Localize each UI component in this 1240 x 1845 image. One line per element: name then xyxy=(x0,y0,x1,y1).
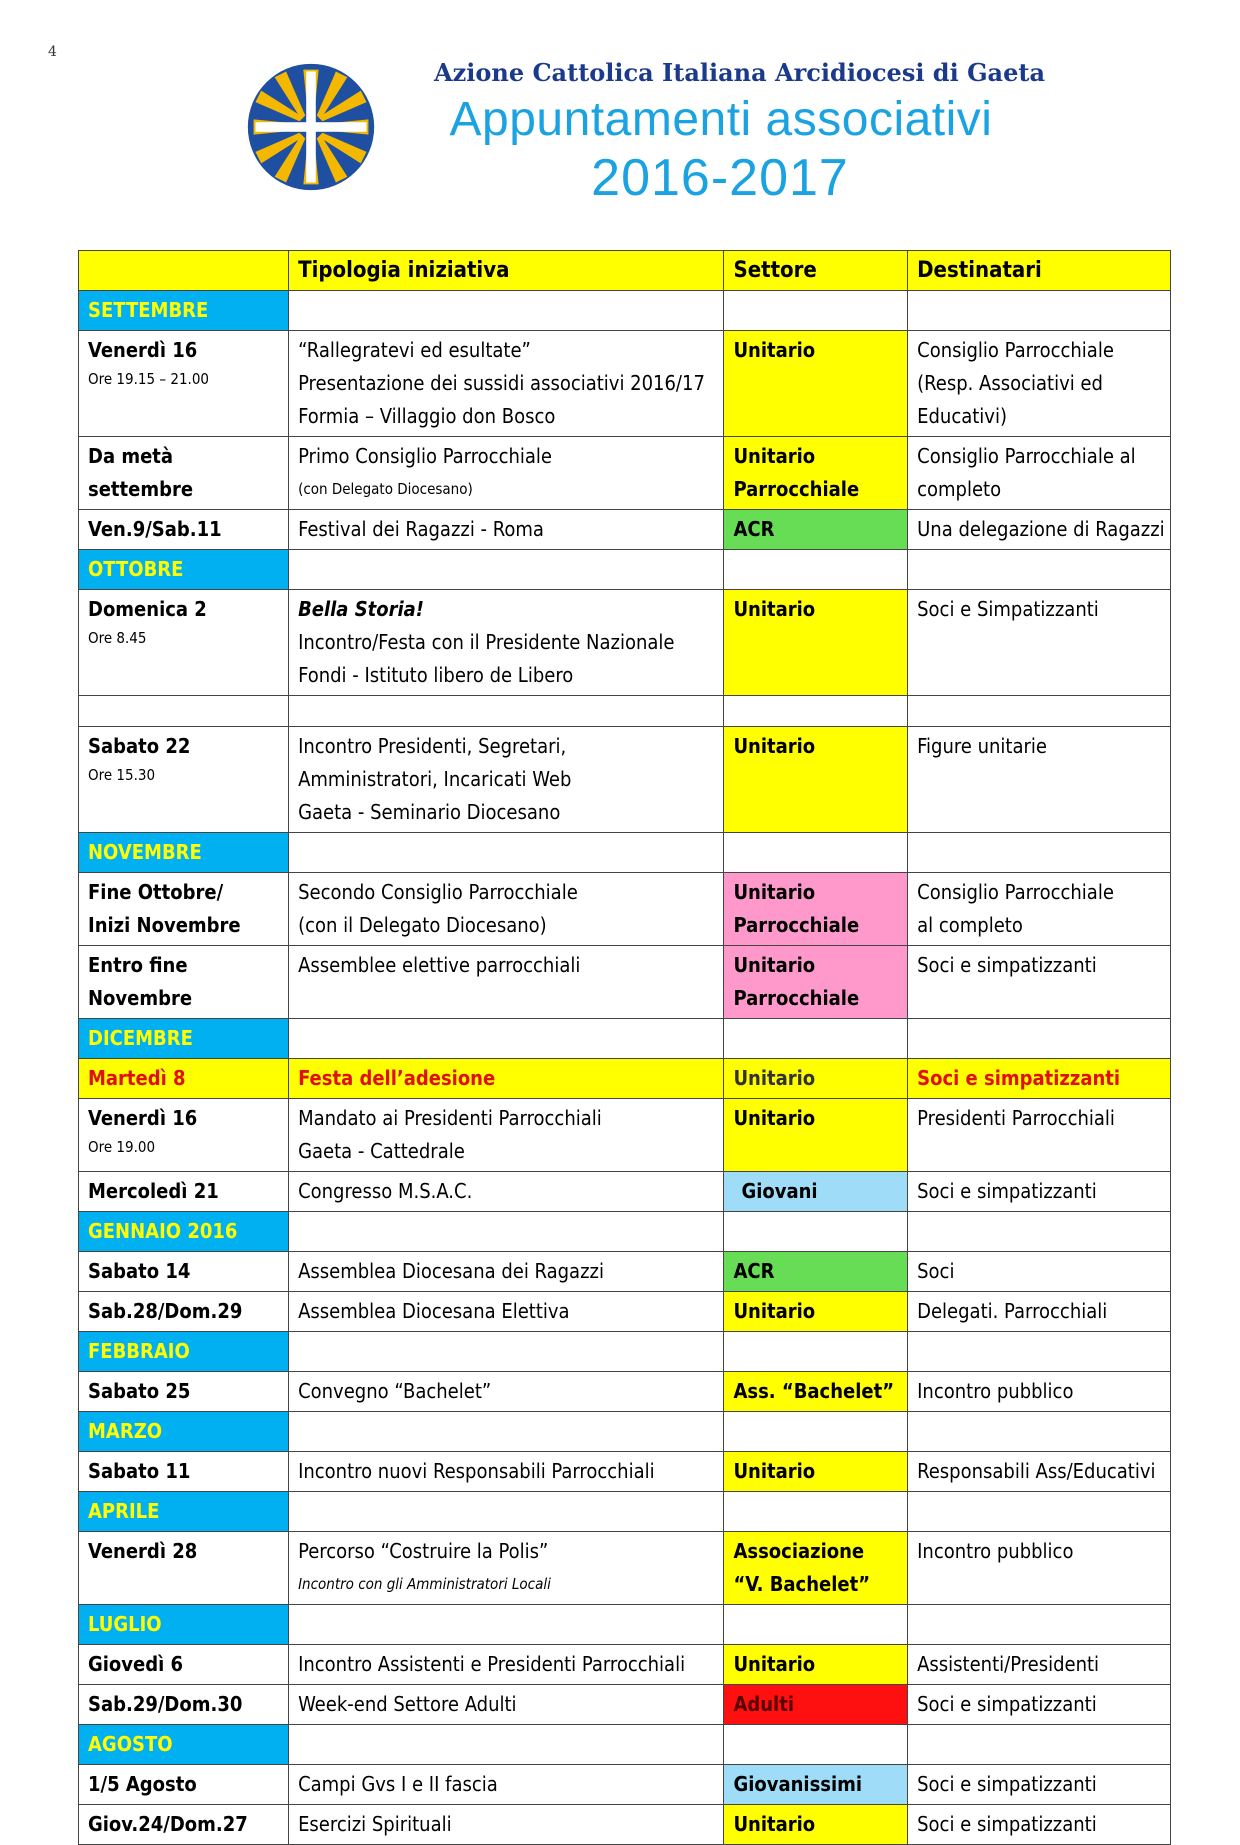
event-title: Primo Consiglio Parrocchiale xyxy=(298,444,552,468)
event-title: Congresso M.S.A.C. xyxy=(289,1172,724,1212)
event-sector: Associazione xyxy=(733,1539,865,1563)
page-number: 4 xyxy=(48,44,57,60)
event-title: Esercizi Spirituali xyxy=(289,1805,724,1845)
event-date: settembre xyxy=(88,477,194,501)
event-date: Giov.24/Dom.27 xyxy=(79,1805,289,1845)
event-title: Convegno “Bachelet” xyxy=(289,1372,724,1412)
month-row xyxy=(79,550,1171,590)
event-sector: Unitario xyxy=(724,1805,908,1845)
table-row xyxy=(79,1532,1171,1605)
table-row xyxy=(79,727,1171,833)
event-sector: Unitario xyxy=(733,953,816,977)
header-cell-type: Tipologia iniziativa xyxy=(289,251,724,291)
event-date: Sab.29/Dom.30 xyxy=(79,1685,289,1725)
page-year: 2016-2017 xyxy=(591,149,849,207)
table-row-empty xyxy=(79,696,1171,727)
table-row xyxy=(79,1805,1171,1845)
event-target: Incontro pubblico xyxy=(908,1372,1171,1412)
event-sector: Parrocchiale xyxy=(733,986,860,1010)
event-title: Incontro Presidenti, Segretari, xyxy=(298,734,567,758)
header-cell-sector: Settore xyxy=(724,251,908,291)
table-row xyxy=(79,1372,1171,1412)
table-row xyxy=(79,1645,1171,1685)
event-sector: ACR xyxy=(724,1252,908,1292)
header-cell-date xyxy=(79,251,289,291)
event-location: Formia – Villaggio don Bosco xyxy=(298,404,556,428)
page-title: Appuntamenti associativi xyxy=(449,93,993,146)
event-date: Entro fine xyxy=(88,953,188,977)
header-cell-target: Destinatari xyxy=(908,251,1171,291)
event-sector: Giovanissimi xyxy=(724,1765,908,1805)
event-title: Mandato ai Presidenti Parrocchiali xyxy=(298,1106,602,1130)
event-target: Soci e simpatizzanti xyxy=(908,1172,1171,1212)
event-title: Festival dei Ragazzi - Roma xyxy=(289,510,724,550)
event-date: Da metà xyxy=(88,444,174,468)
table-row xyxy=(79,1685,1171,1725)
event-target: Soci e simpatizzanti xyxy=(908,1685,1171,1725)
event-sector: Unitario xyxy=(724,1099,908,1172)
table-row xyxy=(79,946,1171,1019)
event-title: Secondo Consiglio Parrocchiale xyxy=(298,880,578,904)
event-sector: Unitario xyxy=(724,1452,908,1492)
event-sector: ACR xyxy=(724,510,908,550)
event-location: Gaeta - Cattedrale xyxy=(298,1139,465,1163)
month-label: LUGLIO xyxy=(79,1605,289,1645)
event-title: Assemblee elettive parrocchiali xyxy=(289,946,724,1019)
event-target: Consiglio Parrocchiale al xyxy=(917,444,1136,468)
event-sector: Unitario xyxy=(724,1292,908,1332)
event-date: Sab.28/Dom.29 xyxy=(79,1292,289,1332)
event-sector: Unitario xyxy=(724,590,908,696)
event-title: Festa dell’adesione xyxy=(289,1059,724,1099)
month-label: DICEMBRE xyxy=(79,1019,289,1059)
month-label: SETTEMBRE xyxy=(79,291,289,331)
event-detail: (con Delegato Diocesano) xyxy=(298,480,473,498)
month-row xyxy=(79,1412,1171,1452)
month-row xyxy=(79,1212,1171,1252)
event-sector: Giovani xyxy=(724,1172,908,1212)
event-date: Venerdì 16 xyxy=(88,1106,198,1130)
table-row-highlight xyxy=(79,1059,1171,1099)
event-target: Una delegazione di Ragazzi xyxy=(908,510,1171,550)
table-row xyxy=(79,1452,1171,1492)
event-date: 1/5 Agosto xyxy=(79,1765,289,1805)
event-sector: Unitario xyxy=(733,880,816,904)
event-target: Soci e simpatizzanti xyxy=(908,1765,1171,1805)
event-sector: Unitario xyxy=(733,444,816,468)
month-label: MARZO xyxy=(79,1412,289,1452)
event-time: Ore 19.15 – 21.00 xyxy=(88,370,209,388)
table-row xyxy=(79,590,1171,696)
event-sector: “V. Bachelet” xyxy=(733,1572,871,1596)
table-row xyxy=(79,1099,1171,1172)
event-date: Martedì 8 xyxy=(79,1059,289,1099)
month-row xyxy=(79,833,1171,873)
event-date: Novembre xyxy=(88,986,193,1010)
event-sector: Ass. “Bachelet” xyxy=(724,1372,908,1412)
event-location: Fondi - Istituto libero de Libero xyxy=(298,663,574,687)
event-date: Venerdì 16 xyxy=(88,338,198,362)
month-row xyxy=(79,1332,1171,1372)
organization-name: Azione Cattolica Italiana Arcidiocesi di Gaeta xyxy=(434,58,1046,87)
event-date: Sabato 25 xyxy=(79,1372,289,1412)
event-target: Figure unitarie xyxy=(908,727,1171,833)
event-target: Soci e simpatizzanti xyxy=(908,1059,1171,1099)
month-row xyxy=(79,291,1171,331)
month-row xyxy=(79,1725,1171,1765)
event-target: Soci e simpatizzanti xyxy=(908,1805,1171,1845)
event-target: (Resp. Associativi ed xyxy=(917,371,1103,395)
table-row xyxy=(79,1765,1171,1805)
event-time: Ore 8.45 xyxy=(88,629,147,647)
month-label: FEBBRAIO xyxy=(79,1332,289,1372)
event-date: Venerdì 28 xyxy=(79,1532,289,1605)
event-target: Soci e Simpatizzanti xyxy=(908,590,1171,696)
month-label: NOVEMBRE xyxy=(79,833,289,873)
month-row xyxy=(79,1019,1171,1059)
event-target: Educativi) xyxy=(917,404,1007,428)
event-title: “Rallegratevi ed esultate” xyxy=(298,338,531,362)
event-target: Delegati. Parrocchiali xyxy=(908,1292,1171,1332)
event-target: al completo xyxy=(917,913,1023,937)
event-date: Giovedì 6 xyxy=(79,1645,289,1685)
event-detail: Amministratori, Incaricati Web xyxy=(298,767,572,791)
month-label: APRILE xyxy=(79,1492,289,1532)
table-row xyxy=(79,873,1171,946)
event-title: Percorso “Costruire la Polis” xyxy=(298,1539,549,1563)
schedule-table xyxy=(78,250,1171,1845)
event-title: Assemblea Diocesana Elettiva xyxy=(289,1292,724,1332)
event-title: Incontro Assistenti e Presidenti Parrocchiali xyxy=(289,1645,724,1685)
event-title: Bella Storia! xyxy=(298,597,425,621)
event-sector: Unitario xyxy=(724,727,908,833)
event-sector: Unitario xyxy=(724,331,908,437)
event-location: Gaeta - Seminario Diocesano xyxy=(298,800,561,824)
table-row xyxy=(79,331,1171,437)
event-title: Assemblea Diocesana dei Ragazzi xyxy=(289,1252,724,1292)
table-row xyxy=(79,437,1171,510)
event-date: Sabato 14 xyxy=(79,1252,289,1292)
event-date: Ven.9/Sab.11 xyxy=(79,510,289,550)
event-detail: (con il Delegato Diocesano) xyxy=(298,913,547,937)
event-target: Soci xyxy=(908,1252,1171,1292)
event-detail: Presentazione dei sussidi associativi 2016/17 xyxy=(298,371,705,395)
event-time: Ore 19.00 xyxy=(88,1138,156,1156)
event-target: Responsabili Ass/Educativi xyxy=(908,1452,1171,1492)
event-target: Incontro pubblico xyxy=(908,1532,1171,1605)
event-sector: Unitario xyxy=(724,1059,908,1099)
event-date: Domenica 2 xyxy=(88,597,207,621)
month-row xyxy=(79,1605,1171,1645)
table-row xyxy=(79,1252,1171,1292)
event-date: Sabato 11 xyxy=(79,1452,289,1492)
event-target: Presidenti Parrocchiali xyxy=(908,1099,1171,1172)
table-row xyxy=(79,1172,1171,1212)
event-date: Mercoledì 21 xyxy=(79,1172,289,1212)
event-date: Sabato 22 xyxy=(88,734,191,758)
event-target: Assistenti/Presidenti xyxy=(908,1645,1171,1685)
event-title: Campi Gvs I e II fascia xyxy=(289,1765,724,1805)
event-target: Consiglio Parrocchiale xyxy=(917,338,1114,362)
month-row xyxy=(79,1492,1171,1532)
table-row xyxy=(79,1292,1171,1332)
event-target: Soci e simpatizzanti xyxy=(908,946,1171,1019)
event-title: Week-end Settore Adulti xyxy=(289,1685,724,1725)
event-target: completo xyxy=(917,477,1002,501)
table-header xyxy=(79,251,1171,291)
event-sector: Parrocchiale xyxy=(733,477,860,501)
event-time: Ore 15.30 xyxy=(88,766,156,784)
month-label: GENNAIO 2016 xyxy=(79,1212,289,1252)
event-detail: Incontro/Festa con il Presidente Nazionale xyxy=(298,630,675,654)
month-label: AGOSTO xyxy=(79,1725,289,1765)
event-detail: Incontro con gli Amministratori Locali xyxy=(298,1575,551,1593)
event-sector: Parrocchiale xyxy=(733,913,860,937)
month-label: OTTOBRE xyxy=(79,550,289,590)
event-target: Consiglio Parrocchiale xyxy=(917,880,1114,904)
azione-cattolica-logo xyxy=(244,60,378,194)
table-row xyxy=(79,510,1171,550)
event-title: Incontro nuovi Responsabili Parrocchiali xyxy=(289,1452,724,1492)
event-sector: Unitario xyxy=(724,1645,908,1685)
event-date: Inizi Novembre xyxy=(88,913,241,937)
event-date: Fine Ottobre/ xyxy=(88,880,224,904)
event-sector: Adulti xyxy=(724,1685,908,1725)
